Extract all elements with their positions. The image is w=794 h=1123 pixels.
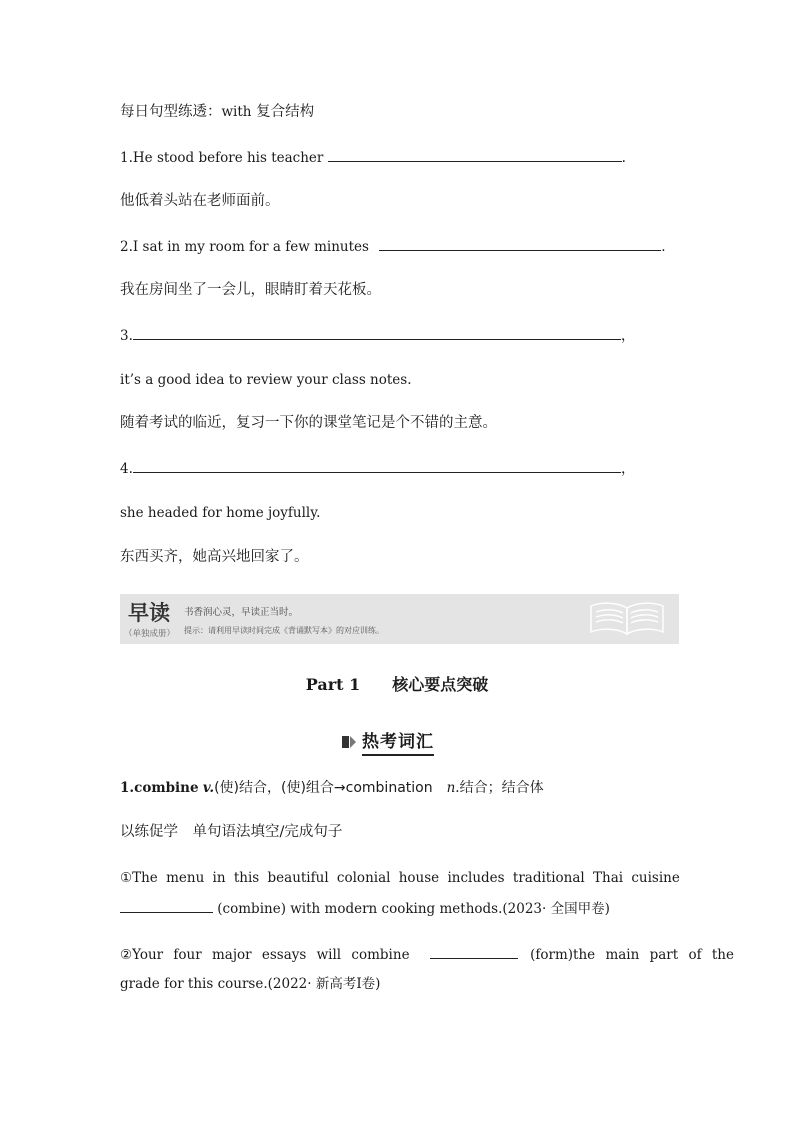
answer-blank[interactable] bbox=[328, 147, 622, 162]
exercise-2-translation: 我在房间坐了一会儿，眼睛盯着天花板。 bbox=[120, 282, 381, 298]
morning-reading-banner bbox=[120, 594, 679, 644]
banner-slogan: 书香润心灵，早读正当时。 bbox=[184, 607, 299, 618]
banner-tip: 提示：请利用早读时间完成《背诵默写本》的对应训练。 bbox=[184, 626, 384, 635]
exercise-4-continuation: she headed for home joyfully. bbox=[120, 505, 321, 521]
practice-title: 以练促学 单句语法填空/完成句子 bbox=[120, 824, 343, 840]
answer-blank[interactable] bbox=[133, 458, 621, 473]
exercise-4-translation: 东西买齐，她高兴地回家了。 bbox=[120, 549, 309, 565]
answer-blank[interactable] bbox=[379, 236, 661, 251]
banner-title: 早读 bbox=[128, 601, 170, 625]
question-2-line-2: grade for this course.(2022· 新高考Ⅰ卷) bbox=[120, 976, 381, 992]
vocab-entry-combine: 1.combine v.(使)结合，(使)组合→combination n.结合；结合体 bbox=[120, 780, 544, 796]
exercise-3-translation: 随着考试的临近，复习一下你的课堂笔记是个不错的主意。 bbox=[120, 415, 497, 431]
section-title: 热考词汇 bbox=[362, 727, 434, 756]
question-2-line-1: ②Your four major essays will combine (form)the main part of the bbox=[120, 944, 734, 965]
exercise-1-translation: 他低着头站在老师面前。 bbox=[120, 193, 280, 209]
exercise-3-prompt: 3. ， bbox=[120, 325, 635, 346]
banner-subtitle: （单独成册） bbox=[124, 629, 176, 639]
section-marker-icon bbox=[342, 734, 358, 750]
exercise-1-prompt: 1.He stood before his teacher . bbox=[120, 147, 626, 168]
exercise-2-prompt: 2.I sat in my room for a few minutes . bbox=[120, 236, 666, 257]
daily-sentence-heading: 每日句型练透：with 复合结构 bbox=[120, 104, 315, 120]
question-1-line-2: (combine) with modern cooking methods.(2023· 全国甲卷) bbox=[120, 898, 610, 919]
answer-blank[interactable] bbox=[133, 325, 621, 340]
open-book-icon bbox=[587, 598, 667, 638]
exercise-3-continuation: it’s a good idea to review your class notes. bbox=[120, 372, 412, 388]
part-title: Part 1 核心要点突破 bbox=[305, 675, 489, 694]
section-heading bbox=[342, 727, 434, 756]
answer-blank[interactable] bbox=[430, 944, 518, 959]
exercise-4-prompt: 4. ， bbox=[120, 458, 635, 479]
question-1-line-1: ①The menu in this beautiful colonial house includes traditional Thai cuisine bbox=[120, 870, 680, 886]
answer-blank[interactable] bbox=[120, 898, 213, 913]
